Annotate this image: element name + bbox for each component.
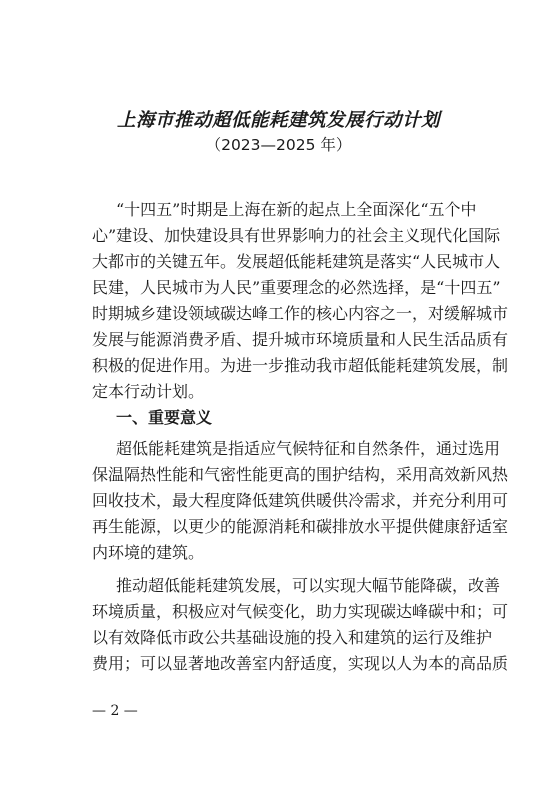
intro-line: 定本行动计划。 [92, 382, 205, 401]
intro-line: 时期城乡建设领域碳达峰工作的核心内容之一，对缓解城市 [92, 304, 509, 323]
intro-line: 发展与能源消费矛盾、提升城市环境质量和人民生活品质有 [92, 330, 509, 349]
intro-line: 积极的促进作用。为进一步推动我市超低能耗建筑发展，制 [92, 356, 509, 375]
intro-line: “十四五”时期是上海在新的起点上全面深化“五个中 [116, 200, 477, 219]
intro-line: 民建，人民城市为人民”重要理念的必然选择，是“十四五” [92, 278, 501, 297]
paragraph-line: 内环境的建筑。 [92, 543, 205, 562]
intro-line: 心”建设、加快建设具有世界影响力的社会主义现代化国际 [92, 226, 501, 245]
intro-line: 大都市的关键五年。发展超低能耗建筑是落实“人民城市人 [92, 252, 501, 271]
section-heading: 一、重要意义 [116, 408, 213, 427]
page-number: — 2 — [92, 703, 138, 719]
paragraph-line: 回收技术，最大程度降低建筑供暖供冷需求，并充分利用可 [92, 491, 509, 510]
document-title: 上海市推动超低能耗建筑发展行动计划 [116, 110, 440, 131]
paragraph-line: 环境质量，积极应对气候变化，助力实现碳达峰碳中和；可 [92, 602, 509, 621]
paragraph-line: 保温隔热性能和气密性能更高的围护结构，采用高效新风热 [92, 465, 509, 484]
document-subtitle: （2023—2025 年） [205, 136, 352, 154]
paragraph-line: 超低能耗建筑是指适应气候特征和自然条件，通过选用 [116, 439, 501, 458]
paragraph-line: 以有效降低市政公共基础设施的投入和建筑的运行及维护 [92, 628, 493, 647]
paragraph-line: 再生能源，以更少的能源消耗和碳排放水平提供健康舒适室 [92, 517, 509, 536]
paragraph-line: 费用；可以显著地改善室内舒适度，实现以人为本的高品质 [92, 654, 509, 673]
paragraph-line: 推动超低能耗建筑发展，可以实现大幅节能降碳，改善 [116, 576, 501, 595]
